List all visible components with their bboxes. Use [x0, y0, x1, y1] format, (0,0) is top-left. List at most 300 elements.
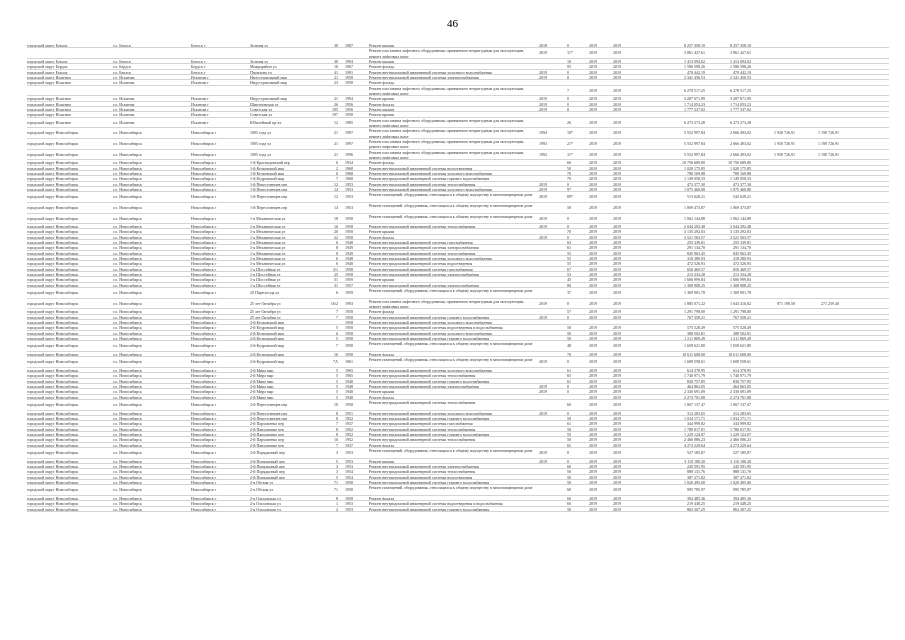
plan-end-year-cell: 2019 [613, 43, 621, 48]
house-number-cell: 21 [334, 151, 338, 157]
build-year-cell: 1994 [345, 58, 353, 64]
work-type-cell: Ремонт фасада [369, 64, 395, 70]
work-type-cell: Ремонт крыши [369, 389, 395, 395]
municipality-cell: г.о. Искитим [113, 119, 135, 125]
district-cell: городской округ Новосибирск [27, 250, 79, 256]
street-cell: 1-й Кедровский мкр [250, 176, 285, 182]
house-number-cell: 6 [336, 256, 338, 262]
municipality-cell: г.о. Новосибирск [113, 410, 142, 416]
wear-percent-cell: 61 [567, 421, 571, 427]
build-year-cell: 1994 [345, 96, 353, 102]
house-number-cell: 10 [334, 437, 338, 443]
build-year-cell: 1958 [345, 479, 353, 485]
plan-end-year-cell: 2019 [613, 442, 621, 448]
district-cell: городской округ Новосибирск [27, 314, 79, 320]
cost-total-cell: 387 271,82 [687, 474, 705, 480]
district-cell: городской округ Новосибирск [27, 458, 79, 464]
cost-limit-cell: 473 377,30 [733, 181, 751, 187]
build-year-cell: 1953 [345, 194, 353, 200]
settlement-cell: Новосибирск г [191, 330, 217, 336]
settlement-cell: Новосибирск г [191, 463, 217, 469]
table-row [27, 150, 889, 161]
street-cell: 2-я Обская ул [250, 487, 274, 493]
district-cell: городской округ Искитим [27, 96, 71, 102]
settlement-cell: Новосибирск г [191, 431, 217, 437]
build-year-cell: 1956 [345, 106, 353, 112]
municipality-cell: г.о. Новосибирск [113, 378, 142, 384]
wear-percent-cell: 50 [567, 469, 571, 475]
plan-year-cell: 2019 [589, 474, 597, 480]
settlement-cell: Бердск г [191, 58, 206, 64]
settlement-cell: Новосибирск г [191, 256, 217, 262]
plan-end-year-cell: 2019 [613, 336, 621, 342]
work-type-cell: Ремонт внутридомовой инженерной системы горячего водоснабжения [369, 378, 490, 384]
table-row [27, 86, 889, 97]
wear-percent-cell: 60 [567, 463, 571, 469]
plan-end-year-cell: 2019 [613, 300, 621, 306]
build-year-cell: 1952 [345, 426, 353, 432]
wear-percent-cell: 37 [567, 290, 571, 296]
house-number-cell: 5 [336, 325, 338, 331]
work-type-cell: Ремонт внутридомовой инженерной системы теплоснабжения [369, 437, 476, 443]
street-cell: Микрорайон ул [250, 64, 277, 70]
district-cell: городской округ Новосибирск [27, 272, 79, 278]
municipality-cell: г.о. Новосибирск [113, 384, 142, 389]
street-cell: 1-я Механическая ул [250, 215, 286, 221]
house-number-cell: 3 [336, 469, 338, 475]
plan-year-cell: 2019 [589, 64, 597, 70]
municipality-cell: г.о. Новосибирск [113, 330, 142, 336]
house-number-cell: 7 [336, 442, 338, 448]
wear-percent-cell: 10 [567, 58, 571, 64]
cost-total-cell: 8 257 358,10 [684, 43, 705, 48]
municipality-cell: г.о. Новосибирск [113, 458, 142, 464]
cost-total-cell: 1 034 171,71 [684, 415, 705, 421]
last-repair-year-cell: 2019 [539, 181, 547, 187]
district-cell: городской округ Новосибирск [27, 130, 79, 136]
last-repair-year-cell: 2019 [539, 234, 547, 240]
plan-year-cell: 2019 [589, 378, 597, 384]
municipality-cell: г.о. Новосибирск [113, 449, 142, 455]
work-type-cell: Ремонт внутридомовой инженерной системы холодного водоснабжения [369, 69, 492, 75]
last-repair-year-cell: 2019 [539, 96, 547, 102]
plan-year-cell: 2019 [589, 506, 597, 512]
settlement-cell: Новосибирск г [191, 181, 217, 187]
last-repair-year-cell: 2019 [539, 69, 547, 75]
street-cell: 2-й Порядковый пер [250, 474, 285, 480]
build-year-cell: 1968 [345, 176, 353, 182]
table-row [27, 485, 889, 496]
plan-end-year-cell: 2019 [613, 229, 621, 235]
plan-year-cell: 2019 [589, 106, 597, 112]
build-year-cell: 1958 [345, 266, 353, 272]
plan-year-cell: 2019 [589, 359, 597, 365]
build-year-cell: 1953 [345, 501, 353, 507]
street-cell: 2-я Ольховская ул [250, 506, 281, 512]
settlement-cell: Новосибирск г [191, 506, 217, 512]
plan-end-year-cell: 2019 [613, 204, 621, 210]
table-row [27, 400, 889, 411]
municipality-cell: г.о. Новосибирск [113, 204, 142, 210]
build-year-cell: 1948 [345, 394, 353, 400]
cost-limit-cell: 312 283,65 [733, 410, 751, 416]
cost-total-cell: 1 062 144,88 [684, 215, 705, 221]
work-type-cell: Ремонт внутридомовой инженерной системы горячего водоснабжения [369, 479, 490, 485]
cost-total-cell: 2 274 701,88 [684, 394, 705, 400]
street-cell: Советская ул [250, 106, 273, 112]
last-repair-year-cell: 2019 [539, 314, 547, 320]
plan-end-year-cell: 2019 [613, 506, 621, 512]
house-number-cell: 3 [336, 449, 338, 455]
cost-total-cell: 5 552 997,84 [684, 130, 705, 136]
wear-percent-cell: 0 [567, 215, 569, 221]
wear-percent-cell: 0 [567, 224, 569, 230]
municipality-cell: г.о. Новосибирск [113, 151, 142, 157]
work-type-cell: Ремонт внутридомовой инженерной системы теплоснабжения [369, 426, 476, 432]
plan-year-cell: 2019 [589, 234, 597, 240]
street-cell: 2-й Пархоменко пер [250, 421, 285, 427]
district-cell: городской округ Новосибирск [27, 442, 79, 448]
plan-end-year-cell: 2019 [613, 176, 621, 182]
municipality-cell: г.о. Искитим [113, 96, 135, 102]
cost-limit-cell: 3 287 671,99 [730, 96, 751, 102]
work-type-cell: Ремонт помещений, оборудования, относящихся к общему имуществу в многоквартирном доме [369, 341, 533, 347]
wear-percent-cell: 65 [567, 373, 571, 379]
plan-end-year-cell: 2019 [613, 106, 621, 112]
cost-total-cell: 291 134,70 [687, 245, 705, 251]
wear-percent-cell: 50 [567, 336, 571, 342]
district-cell: городской округ Искитим [27, 112, 71, 118]
municipality-cell: г.о. Новосибирск [113, 463, 142, 469]
street-cell: 2-й Кедровский мкр [250, 352, 285, 358]
plan-end-year-cell: 2019 [613, 261, 621, 267]
cost-limit-cell: 1 658 621,80 [730, 343, 751, 349]
settlement-cell: Новосибирск г [191, 415, 217, 421]
plan-year-cell: 2019 [589, 165, 597, 171]
plan-end-year-cell: 2019 [613, 186, 621, 192]
plan-end-year-cell: 2019 [613, 165, 621, 171]
cost-total-cell: 1 780 017,81 [684, 426, 705, 432]
plan-end-year-cell: 2019 [613, 250, 621, 256]
house-number-cell: 18 [334, 215, 338, 221]
work-type-cell: Ремонт внутридомовой инженерной системы теплоснабжения [369, 469, 476, 475]
last-repair-year-cell: 2019 [539, 186, 547, 192]
house-number-cell: 20 [334, 229, 338, 235]
house-number-cell: 2 [336, 165, 338, 171]
cost-total-cell: 1 069 473,87 [684, 204, 705, 210]
cost-total-cell: 2 341 456,53 [684, 74, 705, 80]
cost-limit-cell: 213 334,28 [733, 272, 751, 278]
build-year-cell: 1934 [345, 160, 353, 166]
district-cell: городской округ Новосибирск [27, 160, 79, 166]
build-year-cell: 1958 [345, 234, 353, 240]
cost-total-cell: 472 526,93 [687, 261, 705, 267]
plan-end-year-cell: 2019 [613, 234, 621, 240]
work-type-cell: Ремонт или замена лифтового оборудования, признанного непригодным для эксплуатации, ремонт лифтовых шахт [369, 138, 525, 150]
settlement-cell: Бердск г [191, 43, 206, 48]
work-type-cell: Ремонт внутридомовой инженерной системы холодного водоснабжения [369, 320, 492, 326]
table-row [27, 507, 889, 512]
municipality-cell: г.о. Новосибирск [113, 426, 142, 432]
house-number-cell: 21 [334, 74, 338, 80]
cost-limit-cell: 2 274 701,88 [730, 394, 751, 400]
last-repair-year-cell: 2019 [539, 384, 547, 389]
cost-limit-cell: 767 358,21 [733, 314, 751, 320]
street-cell: 2-й Кедровский мкр [250, 325, 285, 331]
cost-limit-cell: 219 448,25 [733, 501, 751, 507]
district-cell: городской округ Новосибирск [27, 224, 79, 230]
cost-limit-cell: 255 339,81 [733, 240, 751, 246]
cost-total-cell: 473 377,30 [687, 181, 705, 187]
cost-total-cell: 888 131,76 [687, 469, 705, 475]
street-cell: 1-я Механическая ул [250, 224, 286, 230]
municipality-cell: г.о. Новосибирск [113, 479, 142, 485]
district-cell: городской округ Новосибирск [27, 401, 79, 407]
cost-total-cell: 388 502,81 [687, 330, 705, 336]
district-cell: городской округ Новосибирск [27, 234, 79, 240]
wear-percent-cell: 0 [567, 300, 569, 306]
cost-limit-cell: 1 608 558,61 [730, 359, 751, 365]
plan-year-cell: 2019 [589, 160, 597, 166]
last-repair-year-cell: 2019 [539, 50, 547, 56]
work-type-cell: Ремонт крыши [369, 58, 395, 64]
cost-limit-cell: 1 413 094,02 [730, 58, 751, 64]
wear-percent-cell: 50 [567, 437, 571, 443]
municipality-cell: г.о. Новосибирск [113, 186, 142, 192]
plan-year-cell: 2019 [589, 277, 597, 283]
cost-total-cell: 255 339,81 [687, 240, 705, 246]
plan-end-year-cell: 2019 [613, 487, 621, 493]
cost-limit-cell: 344 999,82 [733, 421, 751, 427]
district-cell: городской округ Новосибирск [27, 229, 79, 235]
plan-end-year-cell: 2019 [613, 352, 621, 358]
house-number-cell: 6 [336, 290, 338, 296]
work-type-cell: Ремонт помещений, оборудования, относящихся к общему имуществу в многоквартирном доме [369, 202, 533, 208]
wear-percent-cell: 60 [567, 401, 571, 407]
district-cell: городской округ Новосибирск [27, 325, 79, 331]
plan-end-year-cell: 2019 [613, 421, 621, 427]
settlement-cell: Новосибирск г [191, 359, 217, 365]
plan-end-year-cell: 2019 [613, 415, 621, 421]
work-type-cell: Ремонт внутридомовой инженерной системы водоотведения [369, 474, 473, 480]
settlement-cell: Искитим г [191, 80, 209, 86]
settlement-cell: Новосибирск г [191, 401, 217, 407]
street-cell: 2-я Ольховская ул [250, 495, 281, 501]
table-row [27, 192, 889, 203]
build-year-cell: 1958 [345, 487, 353, 493]
wear-percent-cell: 70 [567, 352, 571, 358]
plan-year-cell: 2019 [589, 336, 597, 342]
district-cell: городской округ Новосибирск [27, 256, 79, 262]
build-year-cell: 1949 [345, 245, 353, 251]
house-number-cell: 5 [336, 474, 338, 480]
cost-total-cell: 344 999,82 [687, 421, 705, 427]
wear-percent-cell: 0 [567, 69, 569, 75]
plan-end-year-cell: 2019 [613, 160, 621, 166]
cost-reserve-cell: 271 259,40 [821, 300, 839, 306]
plan-year-cell: 2019 [589, 384, 597, 389]
plan-year-cell: 2019 [589, 170, 597, 176]
municipality-cell: г.о. Новосибирск [113, 215, 142, 221]
house-number-cell: 6 [336, 261, 338, 267]
plan-year-cell: 2019 [589, 437, 597, 443]
work-type-cell: Ремонт внутридомовой инженерной системы горячего водоснабжения [369, 415, 490, 421]
settlement-cell: Новосибирск г [191, 325, 217, 331]
wear-percent-cell: 65 [567, 442, 571, 448]
cost-limit-cell: 614 378,95 [733, 368, 751, 374]
build-year-cell: 1953 [345, 458, 353, 464]
district-cell: городской округ Новосибирск [27, 410, 79, 416]
municipality-cell: г.о. Новосибирск [113, 240, 142, 246]
municipality-cell: г.о. Новосибирск [113, 373, 142, 379]
municipality-cell: г.о. Новосибирск [113, 506, 142, 512]
plan-end-year-cell: 2019 [613, 64, 621, 70]
municipality-cell: г.о. Новосибирск [113, 495, 142, 501]
cost-total-cell: 2 044 292,48 [684, 224, 705, 230]
plan-year-cell: 2019 [589, 101, 597, 107]
wear-percent-cell: 0 [567, 106, 569, 112]
cost-limit-cell: 1 075 460,80 [730, 186, 751, 192]
plan-year-cell: 2019 [589, 314, 597, 320]
cost-limit-cell: 464 863,05 [733, 384, 751, 389]
cost-limit-cell: 780 169,88 [733, 170, 751, 176]
work-type-cell: Ремонт внутридомовой инженерной системы электроснабжения [369, 245, 479, 251]
municipality-cell: г.о. Новосибирск [113, 130, 142, 136]
house-number-cell: 30 [334, 43, 338, 48]
work-type-cell: Ремонт внутридомовой инженерной системы горячего водоснабжения [369, 314, 490, 320]
work-type-cell: Ремонт или замена лифтового оборудования, признанного непригодным для эксплуатации, ремонт лифтовых шахт [369, 149, 525, 160]
wear-percent-cell: 0 [567, 101, 569, 107]
house-number-cell: 8 [336, 415, 338, 421]
cost-limit-cell: 1 780 017,81 [730, 426, 751, 432]
settlement-cell: Новосибирск г [191, 394, 217, 400]
plan-year-cell: 2019 [589, 282, 597, 288]
cost-limit-cell: 1 308 908,25 [730, 282, 751, 288]
last-repair-year-cell: 1993 [539, 140, 547, 146]
plan-end-year-cell: 2019 [613, 474, 621, 480]
plan-end-year-cell: 2019 [613, 449, 621, 455]
house-number-cell: 5 [336, 368, 338, 374]
street-cell: 2-й Переселенцев пер [250, 410, 288, 416]
municipality-cell: г.о. Новосибирск [113, 343, 142, 349]
work-type-cell: Ремонт внутридомовой инженерной системы электроснабжения [369, 74, 479, 80]
settlement-cell: Новосибирск г [191, 224, 217, 230]
cost-total-cell: 3 521 563,57 [684, 234, 705, 240]
settlement-cell: Искитим г [191, 96, 209, 102]
work-type-cell: Ремонт или замена лифтового оборудования, признанного непригодным для эксплуатации, ремонт лифтовых шахт [369, 48, 525, 59]
last-repair-year-cell: 2019 [539, 106, 547, 112]
settlement-cell: Новосибирск г [191, 410, 217, 416]
street-cell: 2-й Пархоменко пер [250, 426, 285, 432]
plan-year-cell: 2019 [589, 74, 597, 80]
table-row [27, 357, 889, 368]
plan-year-cell: 2019 [589, 300, 597, 306]
street-cell: 2-я Обская ул [250, 479, 274, 485]
build-year-cell: 1958 [345, 215, 353, 221]
wear-percent-cell: 50 [567, 325, 571, 331]
district-cell: городской округ Искитим [27, 74, 71, 80]
cost-limit-cell: 527 185,87 [733, 449, 751, 455]
build-year-cell: 1958 [345, 309, 353, 315]
cost-total-cell: 2 330 691,09 [684, 389, 705, 395]
plan-end-year-cell: 2019 [613, 240, 621, 246]
plan-end-year-cell: 2019 [613, 378, 621, 384]
wear-percent-cell: 55 [567, 431, 571, 437]
settlement-cell: Бердск г [191, 69, 206, 75]
district-cell: городской округ Новосибирск [27, 389, 79, 395]
plan-end-year-cell: 2019 [613, 431, 621, 437]
settlement-cell: Новосибирск г [191, 487, 217, 493]
street-cell: Зеленая ул [250, 43, 269, 48]
work-type-cell: Ремонт фасада [369, 352, 395, 358]
cost-limit-cell: 1 069 473,87 [730, 204, 751, 210]
cost-total-cell: 830 757,85 [687, 378, 705, 384]
cost-limit-cell: 1 067 137,47 [730, 401, 751, 407]
table-row [27, 288, 889, 299]
wear-percent-cell: 50 [567, 330, 571, 336]
cost-limit-cell: 470 442,19 [733, 69, 751, 75]
house-number-cell: 5 [336, 384, 338, 389]
wear-percent-cell: 53 [567, 272, 571, 278]
municipality-cell: г.о. Новосибирск [113, 194, 142, 200]
build-year-cell: 1987 [345, 43, 353, 48]
plan-year-cell: 2019 [589, 290, 597, 296]
district-cell: городской округ Новосибирск [27, 282, 79, 288]
street-cell: 1-я Механическая ул [250, 234, 286, 240]
settlement-cell: Искитим г [191, 119, 209, 125]
wear-percent-cell: 60 [567, 495, 571, 501]
cost-limit-cell: 318 280,93 [733, 256, 751, 262]
settlement-cell: Новосибирск г [191, 204, 217, 210]
house-number-cell: 7 [336, 421, 338, 427]
plan-end-year-cell: 2019 [613, 330, 621, 336]
table-row [27, 48, 889, 59]
street-cell: 2-й Мира мкр [250, 378, 274, 384]
municipality-cell: г.о. Новосибирск [113, 272, 142, 278]
plan-end-year-cell: 2019 [613, 368, 621, 374]
cost-limit-cell: 1 020 175,85 [730, 165, 751, 171]
house-number-cell: 71 [334, 479, 338, 485]
work-type-cell: Ремонт помещений, оборудования, относящихся к общему имуществу в многоквартирном доме [369, 288, 533, 294]
cost-limit-cell: 888 131,76 [733, 469, 751, 475]
district-cell: городской округ Новосибирск [27, 368, 79, 374]
cost-total-cell: 10 756 689,80 [682, 160, 705, 166]
settlement-cell: Искитим г [191, 106, 209, 112]
cost-total-cell: 845 963,45 [687, 250, 705, 256]
work-type-cell: Ремонт внутридомовой инженерной системы теплоснабжения [369, 224, 476, 230]
work-type-cell: Ремонт внутридомовой инженерной системы горячего водоснабжения [369, 431, 490, 437]
settlement-cell: Новосибирск г [191, 261, 217, 267]
settlement-cell: Новосибирск г [191, 272, 217, 278]
house-number-cell: 16/2 [330, 300, 338, 306]
work-type-cell: Ремонт фасада [369, 394, 395, 400]
work-type-cell: Ремонт помещений, оборудования, относящихся к общему имуществу в многоквартирном доме [369, 192, 533, 198]
cost-total-cell: 1 777 337,02 [684, 106, 705, 112]
wear-percent-cell: 21* [567, 140, 573, 146]
municipality-cell: г.о. Новосибирск [113, 325, 142, 331]
settlement-cell: Новосибирск г [191, 368, 217, 374]
street-cell: 1-й Кедровский мкр [250, 165, 285, 171]
municipality-cell: г.о. Искитим [113, 80, 135, 86]
plan-end-year-cell: 2019 [613, 194, 621, 200]
settlement-cell: Новосибирск г [191, 290, 217, 296]
wear-percent-cell: 70 [567, 170, 571, 176]
house-number-cell: 22 [334, 234, 338, 240]
cost-limit-cell: 1 229 124,07 [730, 431, 751, 437]
settlement-cell: Новосибирск г [191, 309, 217, 315]
municipality-cell: г.о. Новосибирск [113, 431, 142, 437]
district-cell: городской округ Новосибирск [27, 277, 79, 283]
